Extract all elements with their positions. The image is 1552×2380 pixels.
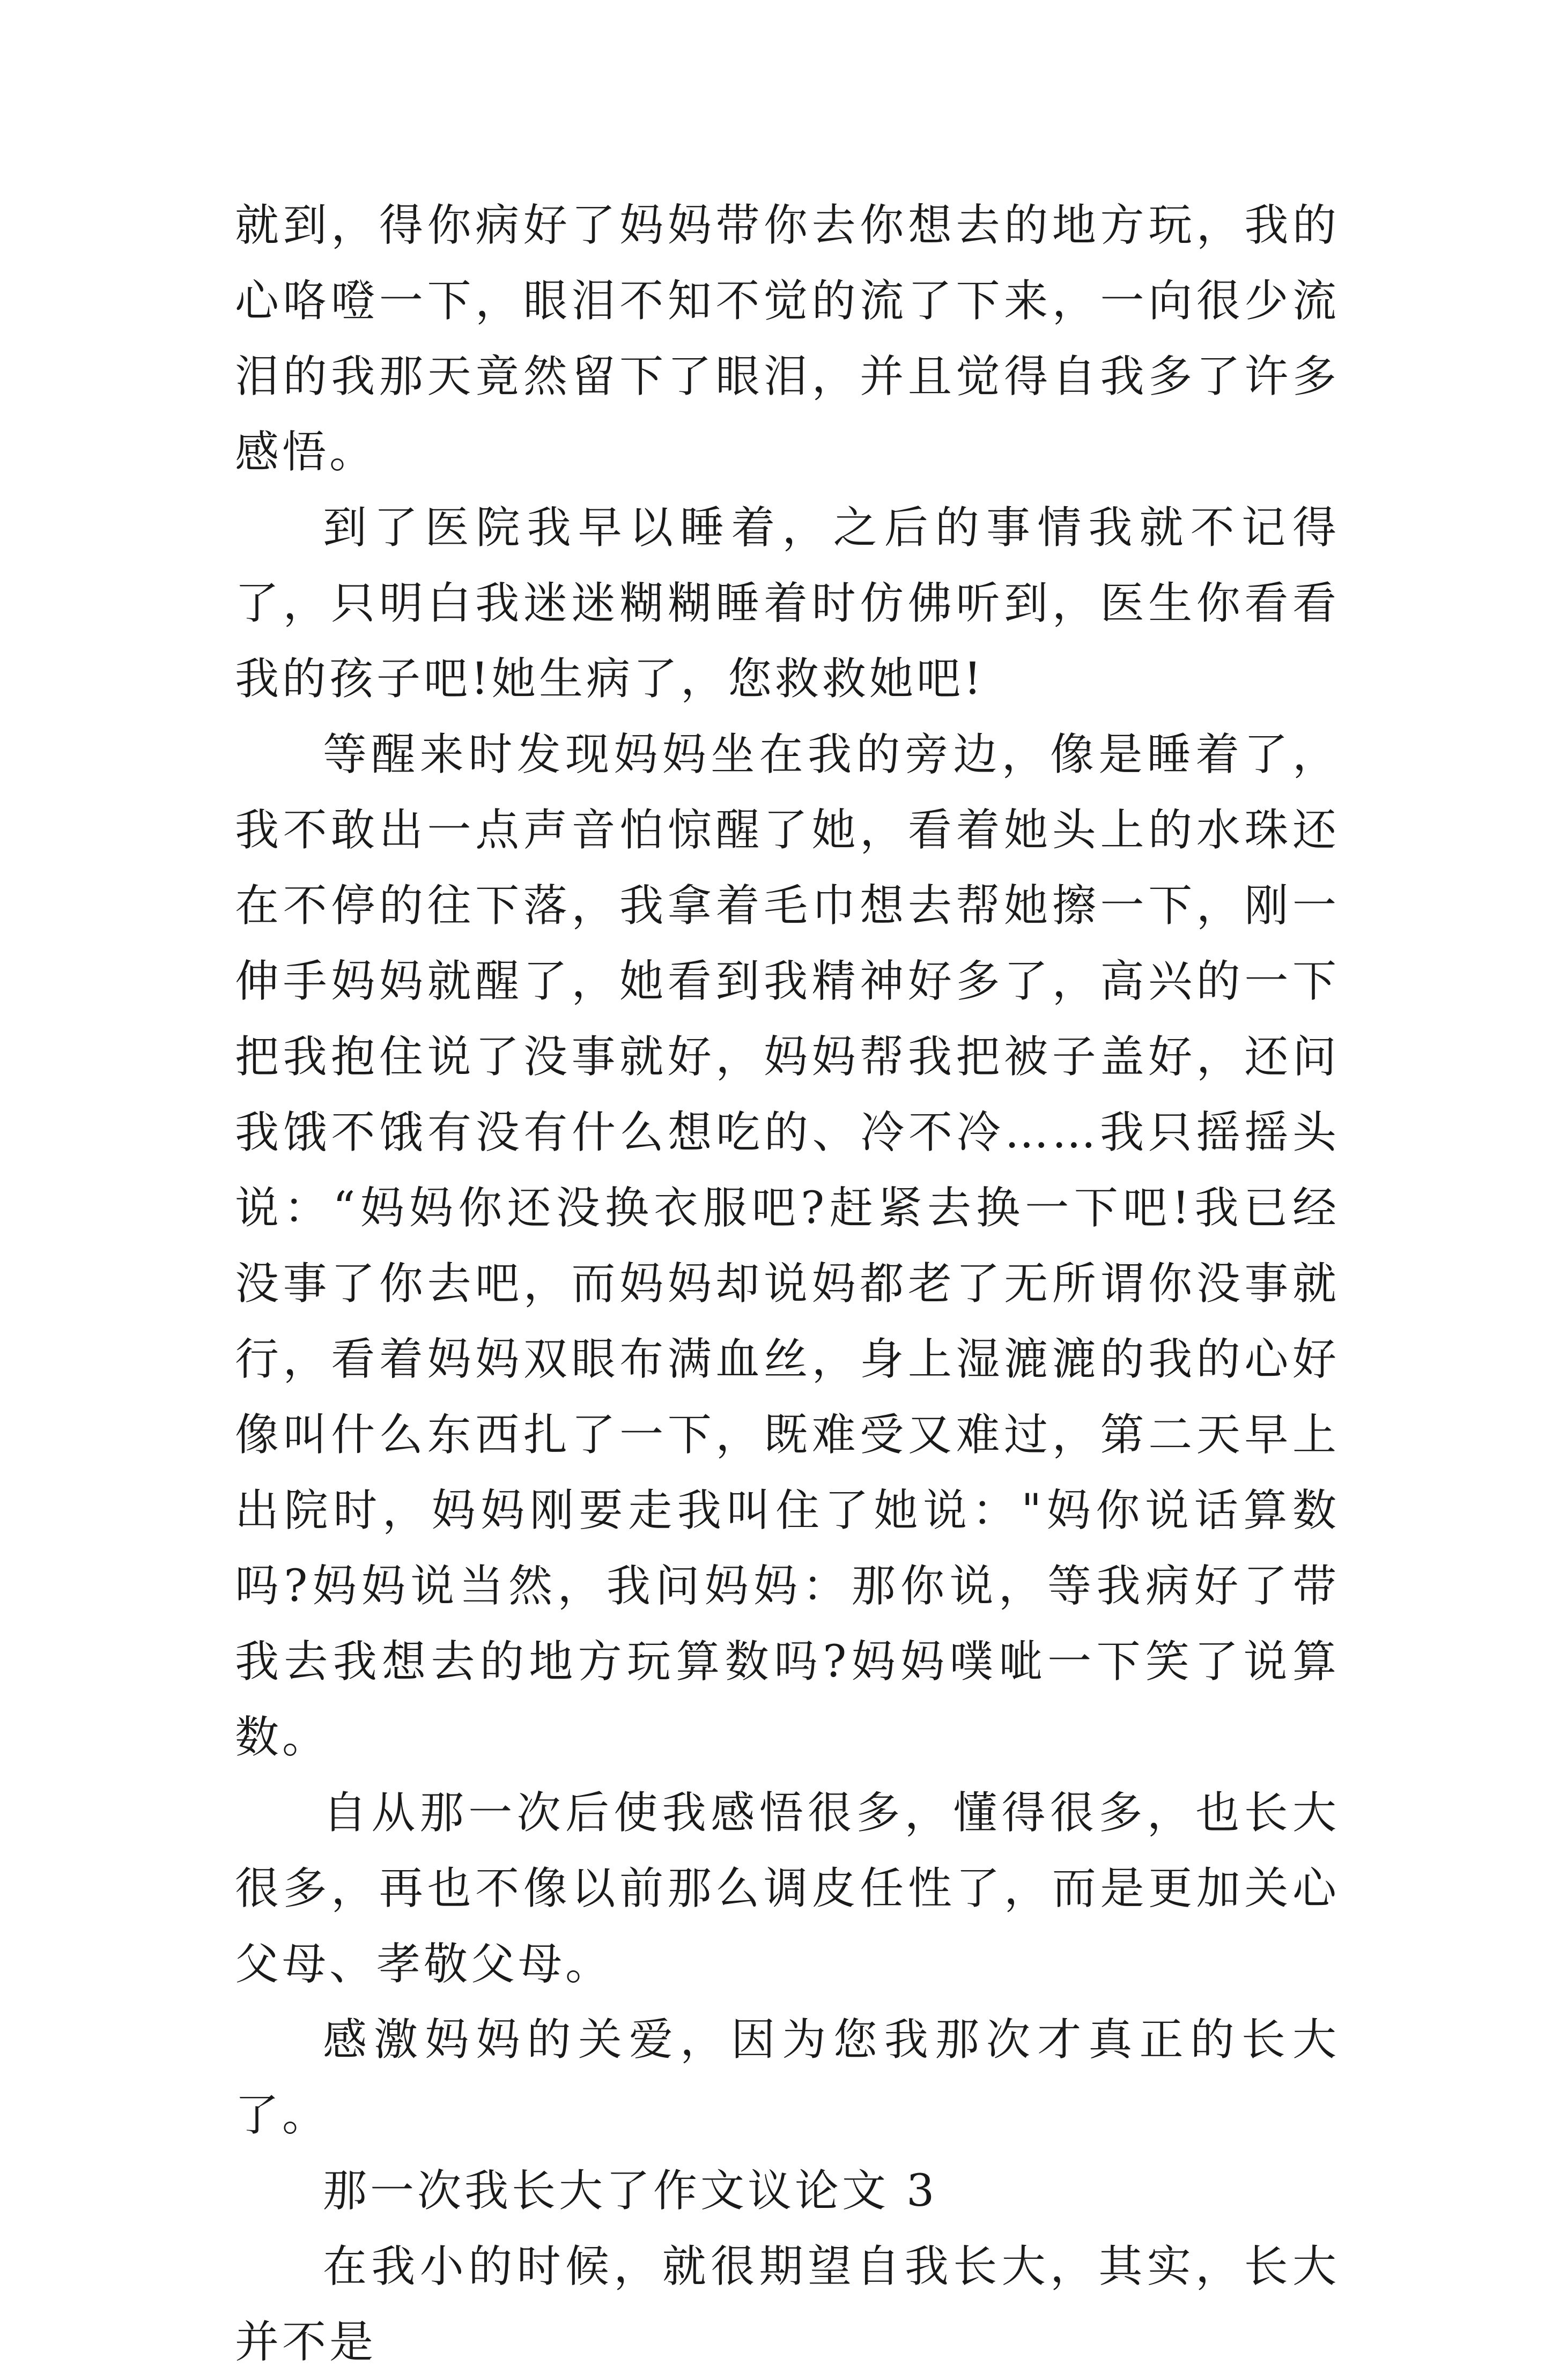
paragraph: 自从那一次后使我感悟很多，懂得很多，也长大很多，再也不像以前那么调皮任性了，而是更加关心父母、孝敬父母。	[235, 1788, 1340, 1990]
document-body	[235, 188, 1340, 2380]
paragraph: 就到，得你病好了妈妈带你去你想去的地方玩，我的心咯噔一下，眼泪不知不觉的流了下来，一向很少流泪的我那天竟然留下了眼泪，并且觉得自我多了许多感悟。	[235, 200, 1340, 478]
section-heading: 那一次我长大了作文议论文 3	[323, 2166, 938, 2216]
paragraph: 到了医院我早以睡着，之后的事情我就不记得了，只明白我迷迷糊糊睡着时仿佛听到，医生你看看我的孩子吧!她生病了，您救救她吧!	[235, 502, 1340, 705]
paragraph: 在我小的时候，就很期望自我长大，其实，长大并不是	[235, 2241, 1340, 2368]
paragraph: 等醒来时发现妈妈坐在我的旁边，像是睡着了，我不敢出一点声音怕惊醒了她，看着她头上的水珠还在不停的往下落，我拿着毛巾想去帮她擦一下，刚一伸手妈妈就醒了，她看到我精神好多了，高兴的一下把我抱住说了没事就好，妈妈帮我把被子盖好，还问我饿不饿有没有什么想吃的、冷不冷……我只摇摇头说：“妈妈你还没换衣服吧?赶紧去换一下吧!我已经没事了你去吧，而妈妈却说妈都老了无所谓你没事就行，看着妈妈双眼布满血丝，身上湿漉漉的我的心好像叫什么东西扎了一下，既难受又难过，第二天早上出院时，妈妈刚要走我叫住了她说："妈你说话算数吗?妈妈说当然，我问妈妈：那你说，等我病好了带我去我想去的地方玩算数吗?妈妈噗呲一下笑了说算数。	[235, 729, 1340, 1763]
paragraph: 感激妈妈的关爱，因为您我那次才真正的长大了。	[235, 2014, 1340, 2141]
